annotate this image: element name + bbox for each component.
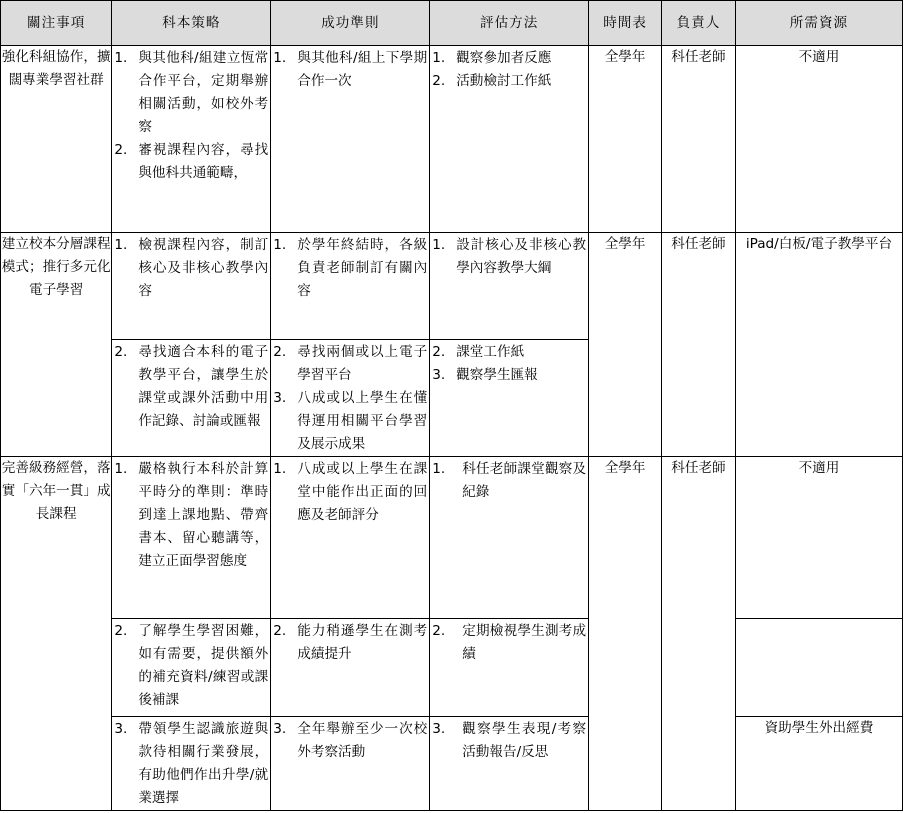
criteria-list xyxy=(271,619,429,666)
item-number: 2. xyxy=(273,344,287,360)
item-text: 設計核心及非核心教學內容教學大綱 xyxy=(456,237,587,276)
evaluation-list xyxy=(430,717,588,764)
evaluation-list xyxy=(430,619,588,666)
resources-cell: 資助學生外出經費 xyxy=(735,717,902,811)
resources-cell: 不適用 xyxy=(735,457,902,619)
strategy-list xyxy=(112,46,270,185)
list-item xyxy=(430,364,586,387)
criteria-cell xyxy=(271,717,430,811)
list-item xyxy=(430,47,586,70)
list-item xyxy=(271,620,427,666)
strategy-list xyxy=(112,233,270,303)
item-number: 3. xyxy=(114,721,128,737)
list-item xyxy=(112,139,268,185)
list-item xyxy=(112,620,268,712)
item-number: 3. xyxy=(432,367,446,383)
item-number: 2. xyxy=(114,344,128,360)
list-item xyxy=(430,341,586,364)
criteria-cell xyxy=(271,233,430,340)
item-text: 審視課程內容，尋找與他科共通範疇， xyxy=(138,142,269,181)
strategies-cell xyxy=(112,619,271,717)
list-item xyxy=(112,47,268,139)
header-strategies: 科本策略 xyxy=(112,1,271,46)
criteria-cell xyxy=(271,457,430,619)
criteria-list xyxy=(271,457,429,527)
focus-cell: 建立校本分層課程模式；推行多元化電子學習 xyxy=(1,233,112,457)
list-item xyxy=(271,458,427,527)
item-number: 1. xyxy=(273,50,287,66)
evaluation-cell xyxy=(430,340,589,457)
strategy-list xyxy=(112,619,270,712)
strategy-list xyxy=(112,717,270,810)
item-number: 1. xyxy=(273,237,287,253)
list-item xyxy=(271,341,427,387)
list-item xyxy=(430,70,586,93)
item-text: 尋找兩個或以上電子學習平台 xyxy=(297,344,428,383)
timeline-cell: 全學年 xyxy=(589,46,662,233)
item-number: 2. xyxy=(432,73,446,89)
item-number: 3. xyxy=(273,721,287,737)
criteria-list xyxy=(271,46,429,93)
criteria-cell xyxy=(271,619,430,717)
evaluation-cell xyxy=(430,457,589,619)
item-text: 了解學生學習困難，如有需要，提供額外的補充資料/練習或課後補課 xyxy=(138,623,269,708)
item-text: 八成或以上學生在課堂中能作出正面的回應及老師評分 xyxy=(297,461,428,523)
criteria-cell xyxy=(271,46,430,233)
item-text: 觀察學生匯報 xyxy=(456,367,538,383)
list-item xyxy=(112,718,268,810)
header-resources: 所需資源 xyxy=(735,1,902,46)
item-number: 1. xyxy=(432,50,446,66)
strategies-cell xyxy=(112,340,271,457)
header-row xyxy=(1,1,903,46)
strategies-cell xyxy=(112,717,271,811)
strategies-cell xyxy=(112,46,271,233)
header-evaluation: 評估方法 xyxy=(430,1,589,46)
evaluation-cell xyxy=(430,717,589,811)
item-text: 檢視課程內容，制訂核心及非核心教學內容 xyxy=(138,237,269,299)
evaluation-cell xyxy=(430,46,589,233)
list-item xyxy=(112,341,268,433)
item-number: 2. xyxy=(432,344,446,360)
evaluation-list xyxy=(430,340,588,387)
strategy-list xyxy=(112,340,270,433)
item-number: 2. xyxy=(273,623,287,639)
table-row xyxy=(1,717,903,811)
item-number: 2. xyxy=(114,142,128,158)
resources-cell: iPad/白板/電子教學平台 xyxy=(735,233,902,457)
list-item xyxy=(271,718,427,764)
evaluation-list xyxy=(430,457,588,504)
item-number: 2. xyxy=(114,623,128,639)
item-number: 1. xyxy=(432,237,446,253)
item-number: 1. xyxy=(114,461,128,477)
strategies-cell xyxy=(112,233,271,340)
evaluation-cell xyxy=(430,233,589,340)
item-text: 於學年終結時，各級負責老師制訂有關內容 xyxy=(297,237,428,299)
list-item xyxy=(271,234,427,303)
item-text: 與其他科/組建立恆常合作平台，定期舉辦相關活動，如校外考察 xyxy=(138,50,269,135)
item-number: 3. xyxy=(273,390,287,406)
evaluation-list xyxy=(430,46,588,93)
item-number: 1. xyxy=(114,237,128,253)
item-text: 觀察學生表現/考察活動報告/反思 xyxy=(462,721,587,760)
list-item xyxy=(112,234,268,303)
item-text: 帶領學生認識旅遊與款待相關行業發展，有助他們作出升學/就業選擇 xyxy=(138,721,269,806)
table-row xyxy=(1,457,903,619)
item-text: 能力稍遜學生在測考成績提升 xyxy=(297,623,428,662)
item-text: 嚴格執行本科於計算平時分的準則：準時到達上課地點、帶齊書本、留心聽講等，建立正面學習態度 xyxy=(138,461,269,569)
table-row xyxy=(1,233,903,340)
strategies-cell xyxy=(112,457,271,619)
item-number: 1. xyxy=(432,461,446,477)
focus-cell: 完善級務經營，落實「六年一貫」成長課程 xyxy=(1,457,112,811)
focus-cell: 強化科組協作，擴闊專業學習社群 xyxy=(1,46,112,233)
resources-cell: 不適用 xyxy=(735,46,902,233)
evaluation-cell xyxy=(430,619,589,717)
header-responsible: 負責人 xyxy=(662,1,736,46)
item-number: 1. xyxy=(114,50,128,66)
item-text: 全年舉辦至少一次校外考察活動 xyxy=(297,721,428,760)
list-item xyxy=(430,458,586,504)
responsible-cell: 科任老師 xyxy=(662,457,736,811)
list-item xyxy=(430,718,586,764)
list-item xyxy=(271,387,427,456)
item-number: 1. xyxy=(273,461,287,477)
criteria-list xyxy=(271,233,429,303)
header-timeline: 時間表 xyxy=(589,1,662,46)
criteria-cell xyxy=(271,340,430,457)
criteria-list xyxy=(271,340,429,456)
table-row xyxy=(1,619,903,717)
responsible-cell: 科任老師 xyxy=(662,233,736,457)
item-text: 尋找適合本科的電子教學平台，讓學生於課堂或課外活動中用作記錄、討論或匯報 xyxy=(138,344,269,429)
item-text: 與其他科/組上下學期合作一次 xyxy=(297,50,428,89)
responsible-cell: 科任老師 xyxy=(662,46,736,233)
item-text: 觀察參加者反應 xyxy=(456,50,552,66)
resources-cell xyxy=(735,619,902,717)
item-number: 2. xyxy=(432,623,446,639)
timeline-cell: 全學年 xyxy=(589,233,662,457)
criteria-list xyxy=(271,717,429,764)
item-number: 3. xyxy=(432,721,446,737)
list-item xyxy=(430,620,586,666)
item-text: 定期檢視學生測考成績 xyxy=(462,623,587,662)
header-focus: 關注事項 xyxy=(1,1,112,46)
table-row xyxy=(1,46,903,233)
list-item xyxy=(112,458,268,573)
evaluation-list xyxy=(430,233,588,280)
strategy-list xyxy=(112,457,270,573)
list-item xyxy=(430,234,586,280)
timeline-cell: 全學年 xyxy=(589,457,662,811)
list-item xyxy=(271,47,427,93)
item-text: 課堂工作紙 xyxy=(456,344,525,360)
item-text: 活動檢討工作紙 xyxy=(456,73,552,89)
item-text: 科任老師課堂觀察及紀錄 xyxy=(462,461,587,500)
header-criteria: 成功準則 xyxy=(271,1,430,46)
item-text: 八成或以上學生在懂得運用相關平台學習及展示成果 xyxy=(297,390,428,452)
